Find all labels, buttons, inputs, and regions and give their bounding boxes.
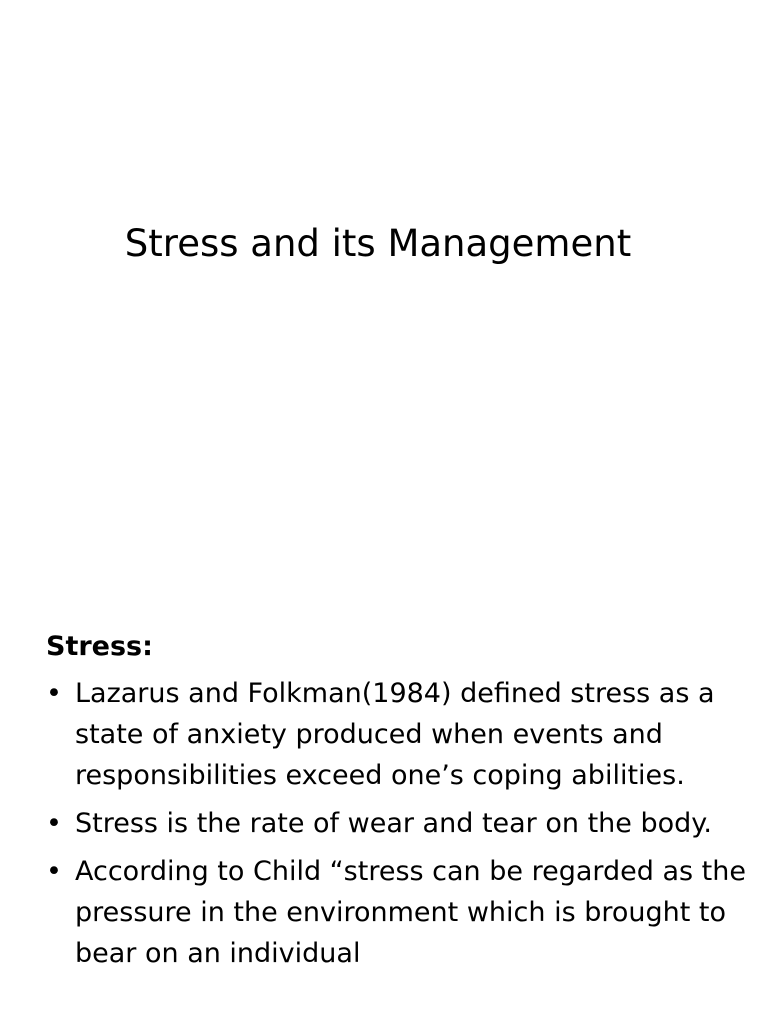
bullet-icon: • bbox=[46, 808, 62, 839]
bullet-icon: • bbox=[46, 856, 62, 887]
bullet-icon: • bbox=[46, 678, 62, 709]
bullet-text: Lazarus and Folkman(1984) defined stress as a state of anxiety produced when events and responsibilities exceed one’s coping abilities. bbox=[75, 678, 715, 791]
list-item bbox=[46, 803, 746, 844]
bullet-text: According to Child “stress can be regarded as the pressure in the environment which is brought to bear on an individual bbox=[75, 856, 746, 969]
section-heading: Stress: bbox=[46, 631, 153, 662]
bullet-list bbox=[46, 673, 746, 974]
slide-body bbox=[46, 627, 746, 981]
list-item bbox=[46, 673, 746, 796]
bullet-text: Stress is the rate of wear and tear on the body. bbox=[75, 808, 712, 839]
list-item bbox=[46, 851, 746, 974]
slide-title: Stress and its Management bbox=[124, 222, 632, 265]
